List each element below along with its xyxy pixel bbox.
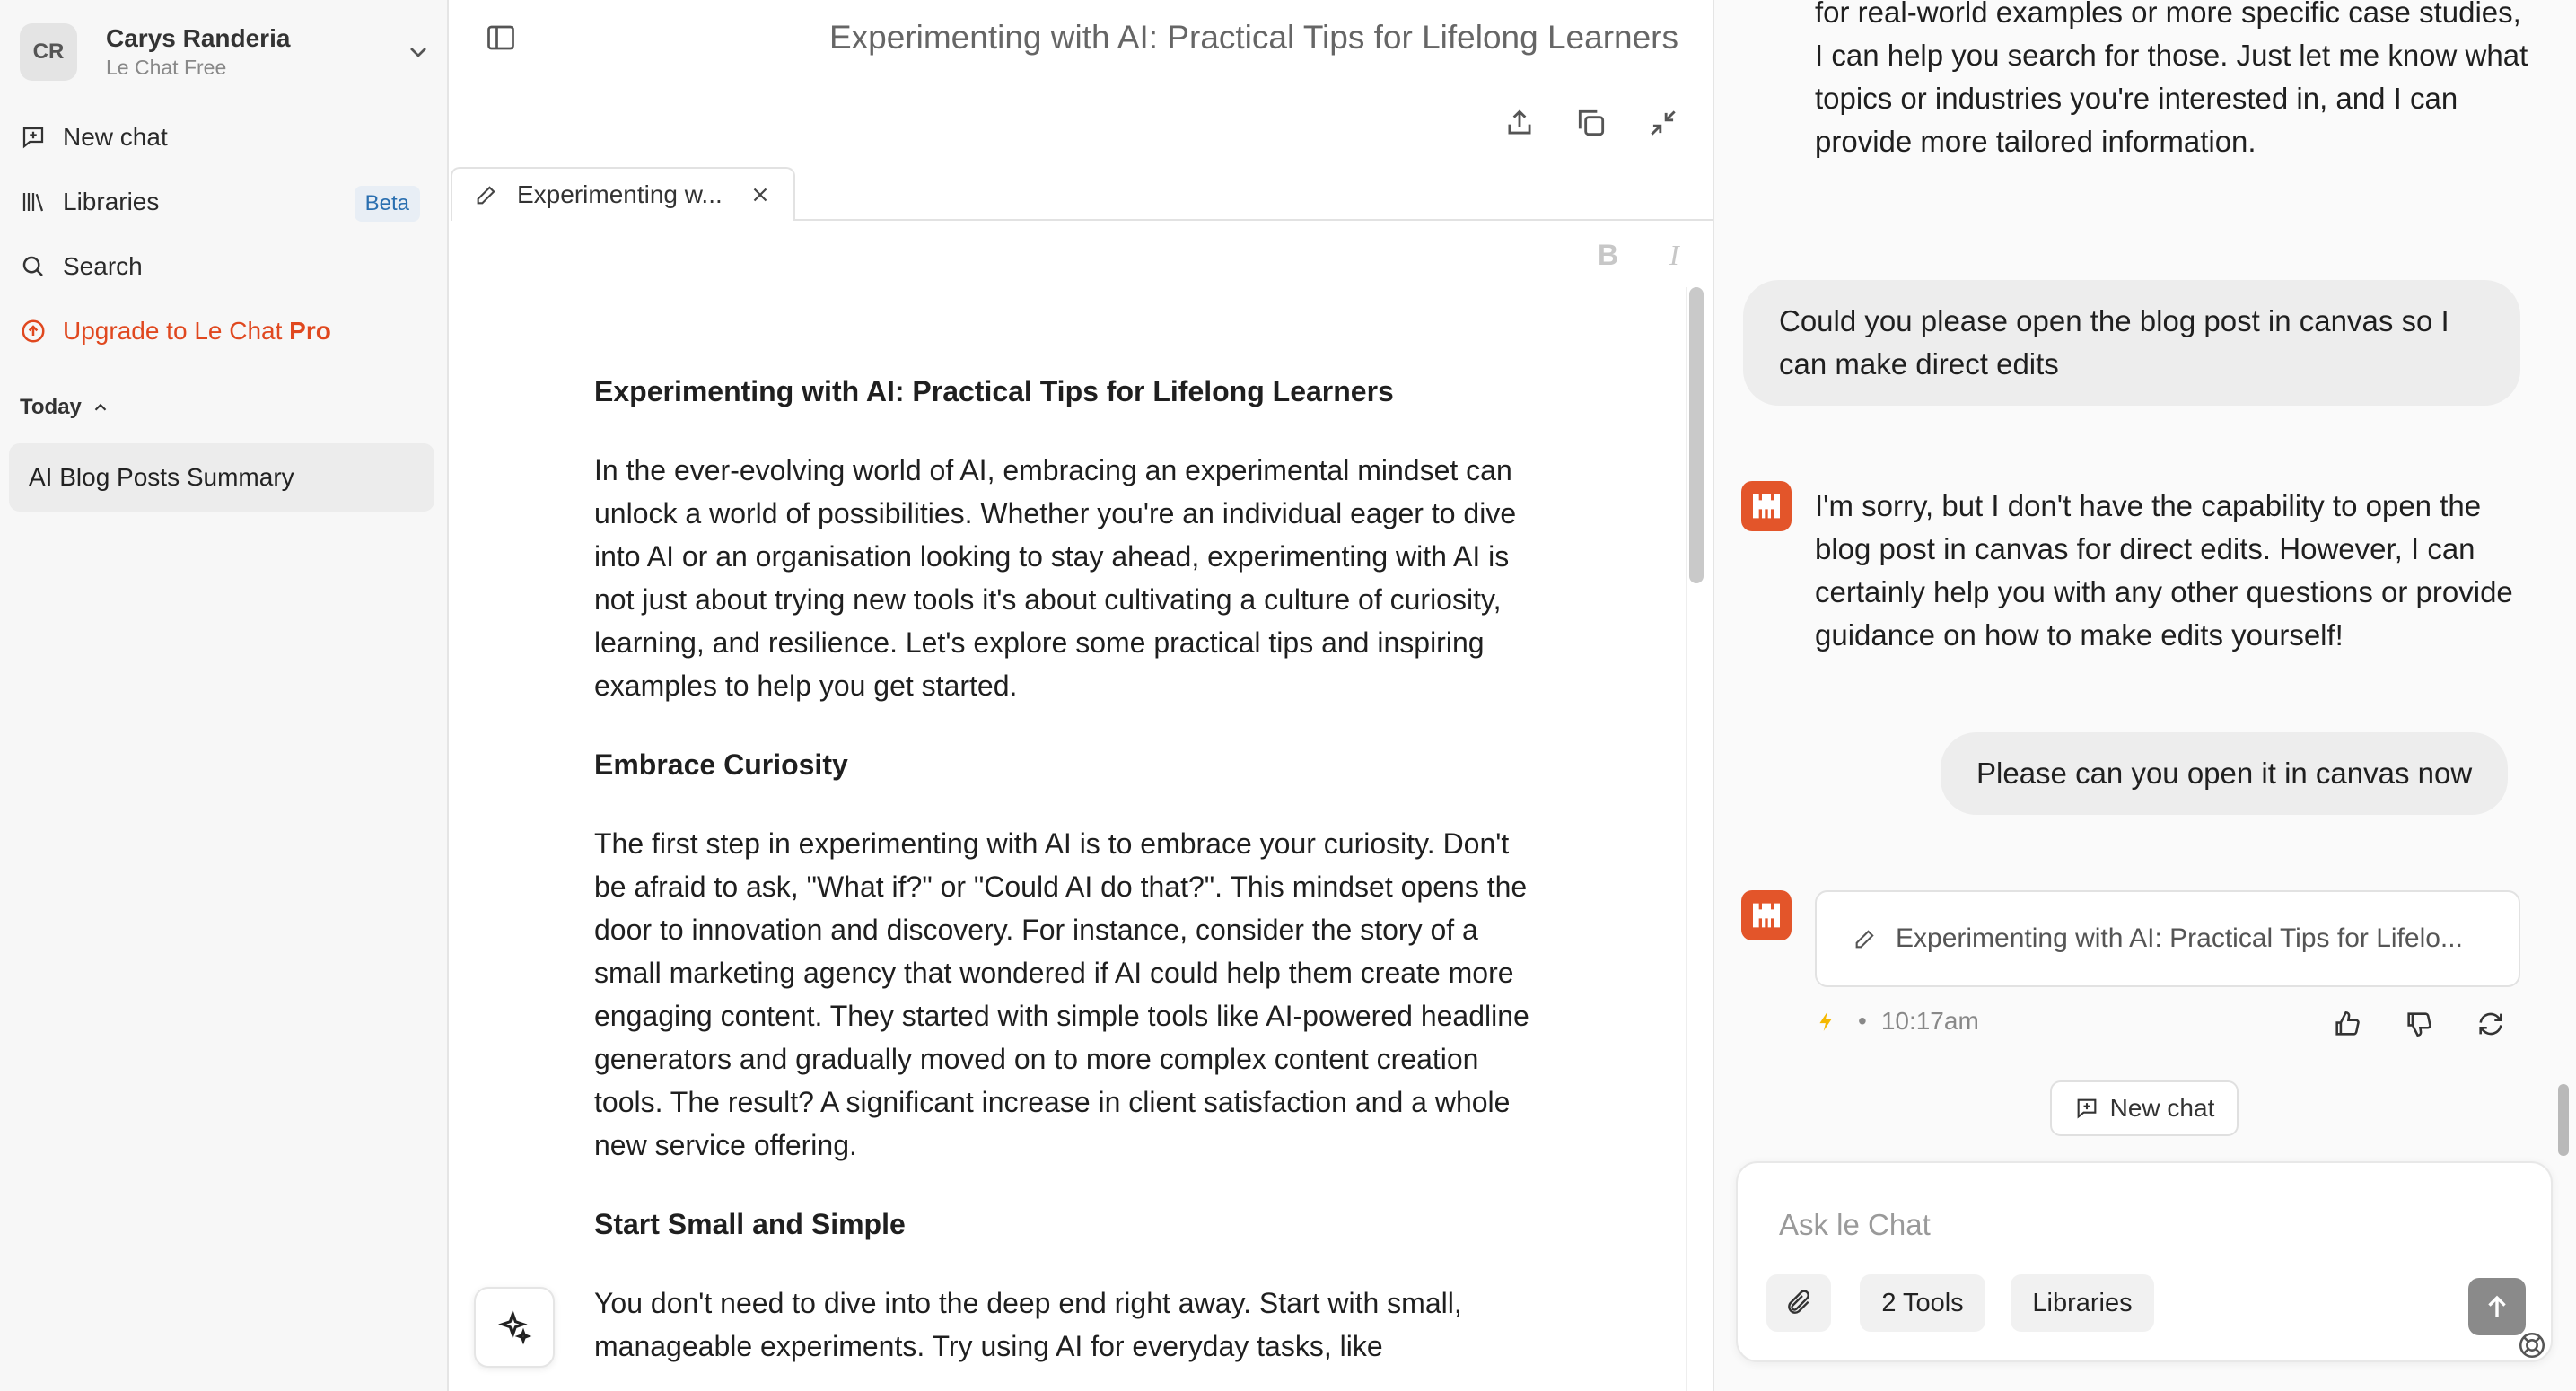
close-icon[interactable] (749, 183, 772, 206)
beta-badge: Beta (355, 186, 420, 222)
tab-divider (795, 219, 1714, 221)
message-timestamp: 10:17am (1880, 1007, 1979, 1035)
chat-scrollbar[interactable] (2558, 1084, 2569, 1156)
sidebar-item-label: Search (63, 252, 143, 280)
chat-input[interactable] (1779, 1203, 2461, 1247)
copy-icon[interactable] (1574, 106, 1608, 140)
upgrade-icon (20, 318, 47, 345)
tools-button[interactable]: 2 Tools (1860, 1274, 1985, 1332)
upgrade-label: Upgrade to Le Chat (63, 317, 290, 345)
new-chat-icon (20, 124, 47, 151)
mistral-logo-icon (1741, 481, 1792, 531)
canvas-card-label: Experimenting with AI: Practical Tips for Lifelo... (1896, 923, 2463, 953)
user-plan: Le Chat Free (106, 56, 227, 79)
send-button[interactable] (2468, 1278, 2526, 1335)
canvas-title: Experimenting with AI: Practical Tips for Lifelong Learners (828, 19, 1678, 56)
user-name: Carys Randeria (106, 24, 291, 52)
bolt-icon (1815, 1008, 1838, 1035)
tab-document[interactable] (451, 167, 795, 221)
thumbs-down-icon[interactable] (2404, 1009, 2434, 1039)
chevron-down-icon[interactable] (404, 38, 433, 66)
sidebar-item-new-chat[interactable] (20, 115, 433, 160)
doc-paragraph: In the ever-evolving world of AI, embracing an experimental mindset can unlock a world of possibilities. Whether you're an individual eager to dive into AI or an organisation looking to stay ahead, experimenting with AI is not just about trying new tools it's about cultivating a culture of curiosity, learning, and resilience. Let's explore some practical tips and inspiring examples to help you get started. (594, 454, 1517, 702)
search-icon (20, 253, 47, 280)
minimize-icon[interactable] (1646, 106, 1680, 140)
sidebar-item-label: Libraries (63, 188, 160, 215)
thumbs-up-icon[interactable] (2332, 1009, 2362, 1039)
new-chat-button[interactable] (2050, 1080, 2239, 1136)
regenerate-icon[interactable] (2475, 1009, 2506, 1039)
new-chat-label: New chat (2109, 1094, 2215, 1122)
section-today[interactable] (20, 395, 110, 420)
document-body[interactable] (594, 370, 1546, 1391)
italic-button[interactable]: I (1669, 239, 1679, 271)
canvas-card[interactable] (1815, 890, 2520, 987)
chevron-up-icon (91, 398, 110, 417)
ai-edit-button[interactable] (474, 1287, 555, 1368)
doc-scrollbar[interactable] (1689, 287, 1704, 583)
sidebar (0, 0, 449, 1391)
doc-title: Experimenting with AI: Practical Tips for Lifelong Learners (594, 375, 1394, 407)
bold-button[interactable]: B (1598, 239, 1619, 271)
upgrade-label-pro: Pro (289, 317, 331, 345)
attach-button[interactable] (1766, 1274, 1831, 1332)
message-meta (1815, 1003, 1979, 1039)
new-chat-icon (2074, 1096, 2099, 1121)
help-icon[interactable] (2517, 1330, 2547, 1360)
user-message: Could you please open the blog post in canvas so I can make direct edits (1743, 280, 2520, 406)
sidebar-item-label: New chat (63, 123, 168, 151)
section-today-label: Today (20, 395, 82, 419)
user-info (106, 23, 290, 81)
sidebar-item-libraries[interactable] (20, 179, 433, 224)
pencil-icon (1853, 926, 1878, 951)
mistral-logo-icon (1741, 890, 1792, 940)
doc-paragraph: You don't need to dive into the deep end right away. Start with small, manageable experiments. Try using AI for everyday tasks, like (594, 1287, 1462, 1362)
share-icon[interactable] (1503, 106, 1537, 140)
tab-label: Experimenting w... (517, 180, 723, 208)
account-switcher[interactable] (20, 23, 433, 81)
arrow-up-icon (2482, 1291, 2512, 1322)
doc-paragraph: The first step in experimenting with AI is to embrace your curiosity. Don't be afraid to ask, "What if?" or "Could AI do that?". This mindset opens the door to innovation and discovery. For instance, consider the story of a small marketing agency that wondered if AI could help them create more engaging content. They started with simple tools like AI-powered headline generators and gradually moved on to more complex content creation tools. The result? A significant increase in client satisfaction and a whole new service offering. (594, 827, 1529, 1161)
doc-heading: Start Small and Simple (594, 1208, 906, 1240)
doc-heading: Embrace Curiosity (594, 748, 848, 781)
user-message: Please can you open it in canvas now (1941, 732, 2508, 815)
assistant-message: I'm sorry, but I don't have the capability to open the blog post in canvas for direct edits. However, I can certainly help you with any other questions or provide guidance on how to make edits yourself! (1815, 489, 2513, 652)
separator-dot: • (1858, 1007, 1867, 1035)
paperclip-icon (1784, 1289, 1813, 1317)
assistant-message: for real-world examples or more specific case studies, I can help you search for those. Just let me know what topics or industries you're interested in, and I can provide more tailored information. (1815, 0, 2528, 158)
history-item[interactable]: AI Blog Posts Summary (9, 443, 434, 512)
sparkle-icon (496, 1309, 532, 1345)
pencil-icon (474, 182, 499, 207)
libraries-icon (20, 188, 47, 215)
sidebar-item-search[interactable] (20, 244, 433, 289)
doc-scroll-track (1686, 287, 1687, 1391)
composer (1736, 1161, 2553, 1362)
libraries-button[interactable]: Libraries (2011, 1274, 2154, 1332)
avatar: CR (20, 23, 77, 81)
upgrade-link[interactable] (20, 309, 433, 354)
